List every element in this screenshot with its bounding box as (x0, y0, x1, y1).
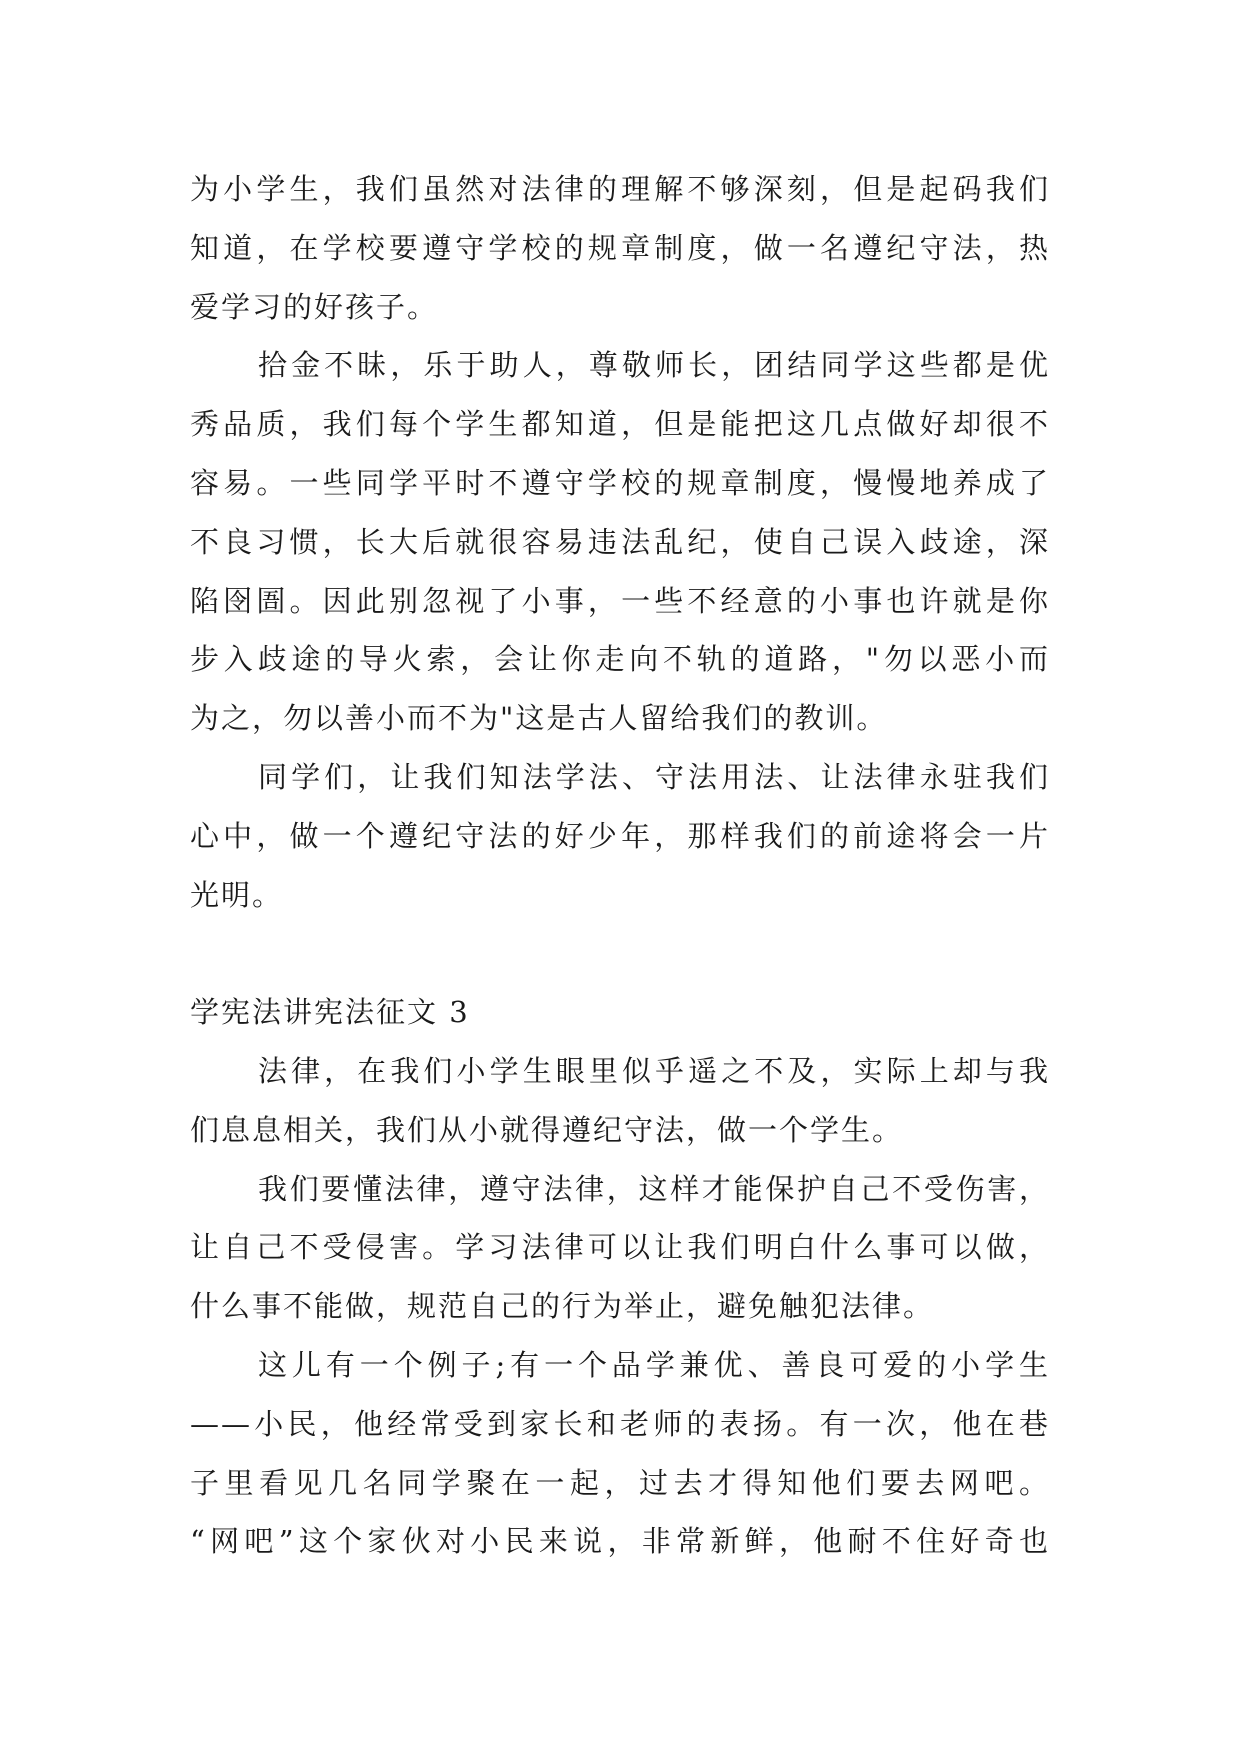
text-line: 拾金不昧，乐于助人，尊敬师长，团结同学这些都是优 (258, 348, 1050, 383)
section-heading: 学宪法讲宪法征文 3 (190, 995, 470, 1030)
text-line: 同学们，让我们知法学法、守法用法、让法律永驻我们 (258, 759, 1050, 794)
text-line: 步入歧途的导火索，会让你走向不轨的道路，"勿以恶小而 (190, 642, 1050, 677)
text-line: 我们要懂法律，遵守法律，这样才能保护自己不受伤害， (258, 1171, 1050, 1206)
text-line: 光明。 (190, 877, 284, 912)
text-line: 子里看见几名同学聚在一起，过去才得知他们要去网吧。 (190, 1465, 1050, 1500)
text-line: 什么事不能做，规范自己的行为举止，避免触犯法律。 (190, 1289, 935, 1324)
text-line: 知道，在学校要遵守学校的规章制度，做一名遵纪守法，热 (190, 230, 1050, 265)
text-line: 为之，勿以善小而不为"这是古人留给我们的教训。 (190, 701, 888, 736)
text-line: 陷囹圄。因此别忽视了小事，一些不经意的小事也许就是你 (190, 583, 1050, 618)
text-line: 们息息相关，我们从小就得遵纪守法，做一个学生。 (190, 1112, 904, 1147)
text-line: 不良习惯，长大后就很容易违法乱纪，使自己误入歧途，深 (190, 524, 1050, 559)
text-line: “网吧”这个家伙对小民来说，非常新鲜，他耐不住好奇也 (190, 1524, 1050, 1559)
text-line: 心中，做一个遵纪守法的好少年，那样我们的前途将会一片 (190, 818, 1050, 853)
text-line: ——小民，他经常受到家长和老师的表扬。有一次，他在巷 (190, 1406, 1050, 1441)
text-line: 法律，在我们小学生眼里似乎遥之不及，实际上却与我 (258, 1053, 1050, 1088)
text-line: 容易。一些同学平时不遵守学校的规章制度，慢慢地养成了 (190, 465, 1050, 500)
text-line: 为小学生，我们虽然对法律的理解不够深刻，但是起码我们 (190, 172, 1050, 206)
section-gap (190, 924, 1050, 983)
text-line: 让自己不受侵害。学习法律可以让我们明白什么事可以做， (190, 1230, 1050, 1265)
document-body (190, 160, 1050, 1571)
text-line: 这儿有一个例子;有一个品学兼优、善良可爱的小学生 (258, 1347, 1050, 1382)
text-line: 爱学习的好孩子。 (190, 289, 439, 324)
text-line: 秀品质，我们每个学生都知道，但是能把这几点做好却很不 (190, 407, 1050, 442)
